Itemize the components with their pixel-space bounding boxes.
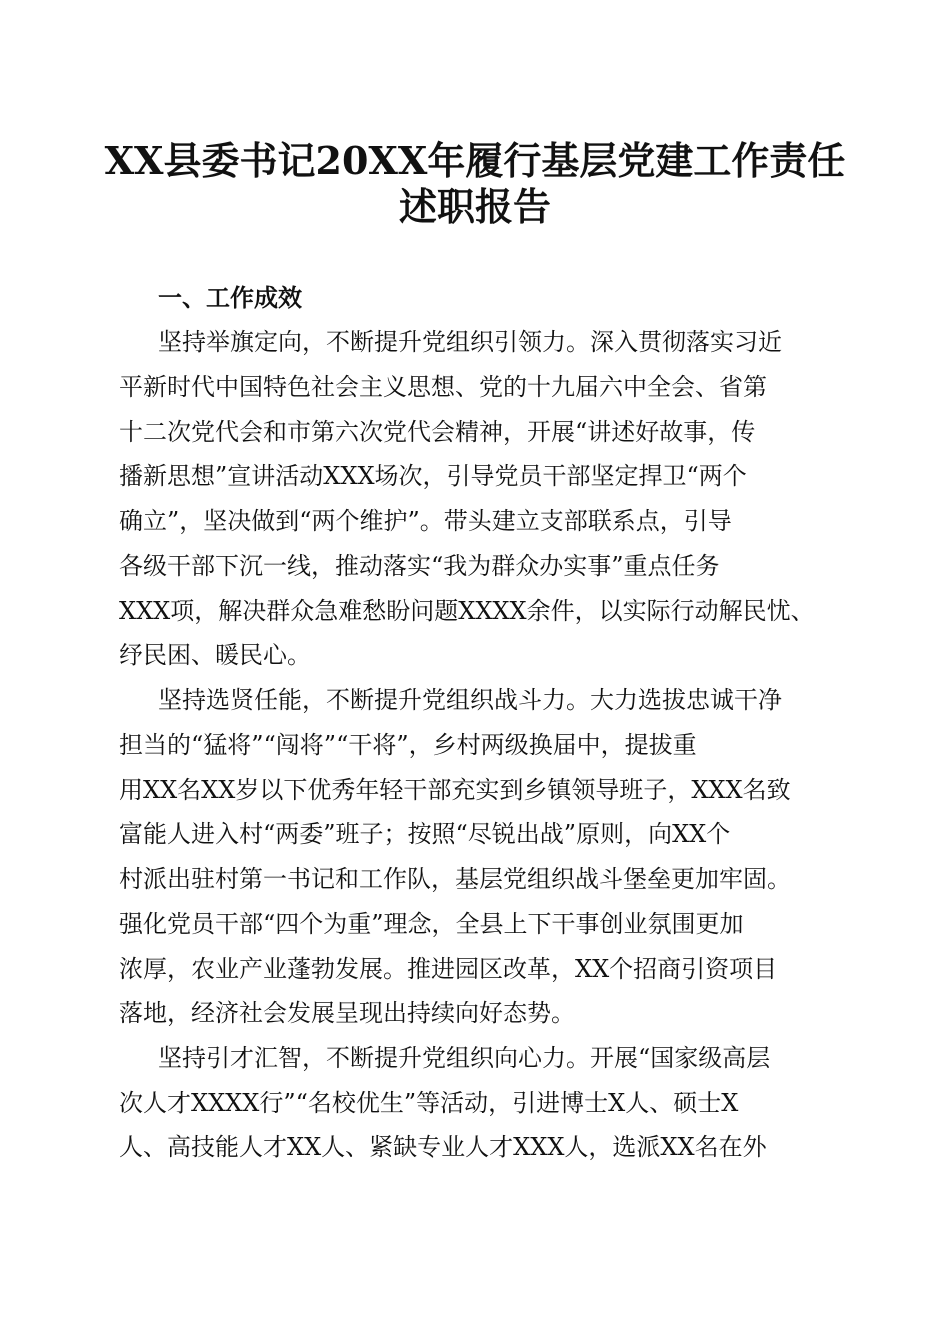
paragraph-1-line-2: 平新时代中国特色社会主义思想、党的十九届六中全会、省第 <box>119 373 767 401</box>
document-title-line-1: XX县委书记20XX年履行基层党建工作责任 <box>104 138 846 183</box>
paragraph-1-line-6: 各级干部下沉一线，推动落实“我为群众办实事”重点任务 <box>119 552 720 580</box>
paragraph-3-line-2: 次人才XXXX行”“名校优生”等活动，引进博士X人、硕士X <box>119 1089 739 1117</box>
section-heading: 一、工作成效 <box>158 284 302 312</box>
paragraph-2-line-7: 浓厚，农业产业蓬勃发展。推进园区改革，XX个招商引资项目 <box>119 955 778 983</box>
paragraph-3-line-3: 人、高技能人才XX人、紧缺专业人才XXX人，选派XX名在外 <box>119 1133 767 1161</box>
paragraph-2-line-5: 村派出驻村第一书记和工作队，基层党组织战斗堡垒更加牢固。 <box>119 865 791 893</box>
paragraph-2-line-3: 用XX名XX岁以下优秀年轻干部充实到乡镇领导班子，XXX名致 <box>119 776 791 804</box>
document-title-line-2: 述职报告 <box>398 184 551 229</box>
paragraph-2-line-2: 担当的“猛将”“闯将”“干将”，乡村两级换届中，提拔重 <box>119 731 697 759</box>
paragraph-1-line-7: XXX项，解决群众急难愁盼问题XXXX余件，以实际行动解民忧、 <box>119 597 815 625</box>
paragraph-1-line-8: 纾民困、暖民心。 <box>119 641 311 669</box>
paragraph-2-line-4: 富能人进入村“两委”班子；按照“尽锐出战”原则，向XX个 <box>119 820 731 848</box>
paragraph-2-line-8: 落地，经济社会发展呈现出持续向好态势。 <box>119 999 575 1027</box>
paragraph-2-line-6: 强化党员干部“四个为重”理念，全县上下干事创业氛围更加 <box>119 910 744 938</box>
paragraph-1-line-1: 坚持举旗定向，不断提升党组织引领力。深入贯彻落实习近 <box>158 328 782 356</box>
paragraph-1-line-4: 播新思想”宣讲活动XXX场次，引导党员干部坚定捍卫“两个 <box>119 462 747 490</box>
paragraph-3-line-1: 坚持引才汇智，不断提升党组织向心力。开展“国家级高层 <box>158 1044 771 1072</box>
paragraph-1-line-5: 确立”，坚决做到“两个维护”。带头建立支部联系点，引导 <box>119 507 732 535</box>
paragraph-2-line-1: 坚持选贤任能，不断提升党组织战斗力。大力选拔忠诚干净 <box>158 686 782 714</box>
paragraph-1-line-3: 十二次党代会和市第六次党代会精神，开展“讲述好故事，传 <box>119 418 756 446</box>
